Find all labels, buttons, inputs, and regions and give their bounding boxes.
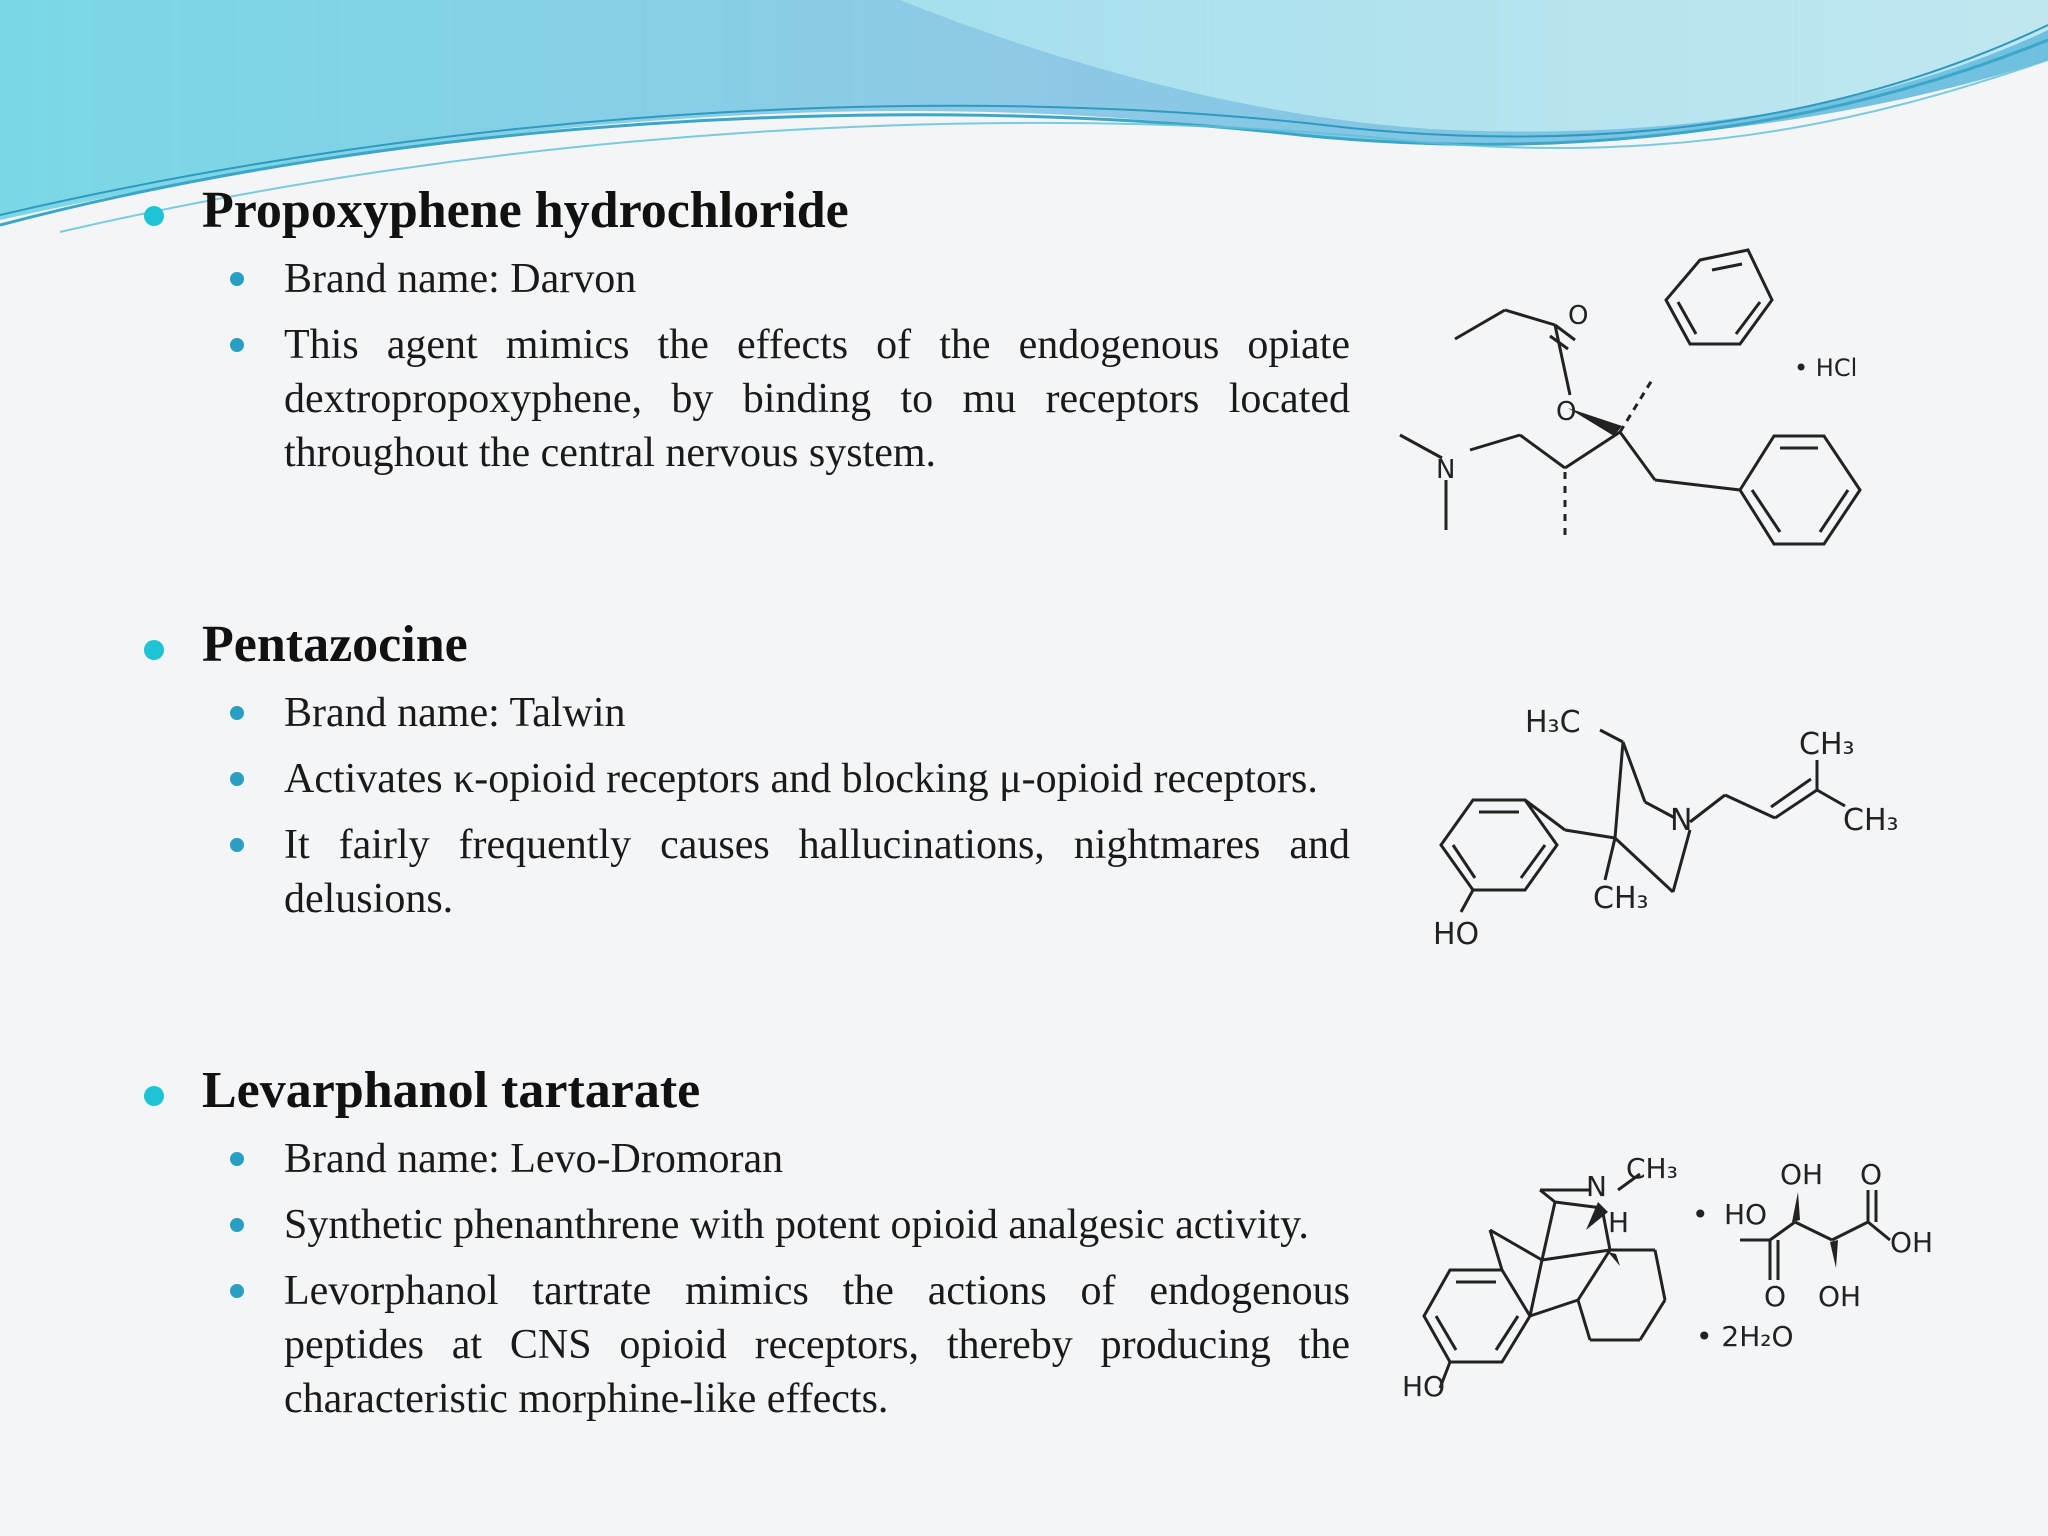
bullet-item: This agent mimics the effects of the endogenous opiate dextropropoxyphene, by binding to mu receptors located throughout the central nervous system. — [284, 318, 1350, 480]
tartrate-oh-right: OH — [1890, 1226, 1934, 1259]
group-ch3-top: CH₃ — [1799, 727, 1855, 762]
group-ho: HO — [1402, 1370, 1446, 1403]
bullet-list — [140, 686, 1350, 926]
section-heading: Levarphanol tartarate — [140, 1060, 1350, 1122]
bullet-item: Activates κ-opioid receptors and blocking μ-opioid receptors. — [284, 752, 1350, 806]
bullet-item: Brand name: Levo-Dromoran — [284, 1132, 1350, 1186]
section-pentazocine — [140, 614, 1350, 938]
salt-label: • HCl — [1794, 354, 1858, 382]
propoxyphene-structure — [1390, 240, 1910, 560]
atom-n: N — [1586, 1170, 1607, 1203]
bullet-item: Brand name: Darvon — [284, 252, 1350, 306]
group-ch3-bridge: CH₃ — [1593, 881, 1649, 916]
section-propoxyphene — [140, 180, 1350, 492]
atom-h: H — [1608, 1206, 1630, 1239]
group-ho: HO — [1433, 917, 1480, 952]
tartrate-oh-top: OH — [1780, 1158, 1824, 1191]
pentazocine-structure — [1425, 690, 1945, 980]
atom-o-ester: O — [1556, 397, 1577, 427]
bullet-item: It fairly frequently causes hallucinations, nightmares and delusions. — [284, 818, 1350, 926]
section-heading: Pentazocine — [140, 614, 1350, 676]
salt-dot: • — [1692, 1198, 1709, 1231]
atom-n: N — [1670, 803, 1693, 838]
tartrate-oh-bottom: OH — [1818, 1280, 1862, 1313]
group-h3c: H₃C — [1525, 705, 1581, 740]
water-label: • 2H₂O — [1696, 1320, 1794, 1353]
section-heading: Propoxyphene hydrochloride — [140, 180, 1350, 242]
tartrate-o-top: O — [1860, 1158, 1883, 1191]
tartrate-o-bottom: O — [1764, 1280, 1787, 1313]
levorphanol-structure — [1390, 1140, 2010, 1430]
bullet-item: Levorphanol tartrate mimics the actions of endogenous peptides at CNS opioid receptors, thereby producing the characteristic morphine-like effects. — [284, 1264, 1350, 1426]
bullet-item: Synthetic phenanthrene with potent opioid analgesic activity. — [284, 1198, 1350, 1252]
group-ch3-right: CH₃ — [1843, 803, 1899, 838]
atom-n: N — [1436, 455, 1456, 485]
bullet-list — [140, 1132, 1350, 1426]
bullet-list — [140, 252, 1350, 480]
bullet-item: Brand name: Talwin — [284, 686, 1350, 740]
atom-o-carbonyl: O — [1568, 301, 1589, 331]
tartrate-ho: HO — [1724, 1198, 1768, 1231]
section-levorphanol — [140, 1060, 1350, 1438]
group-ch3: CH₃ — [1626, 1152, 1678, 1185]
